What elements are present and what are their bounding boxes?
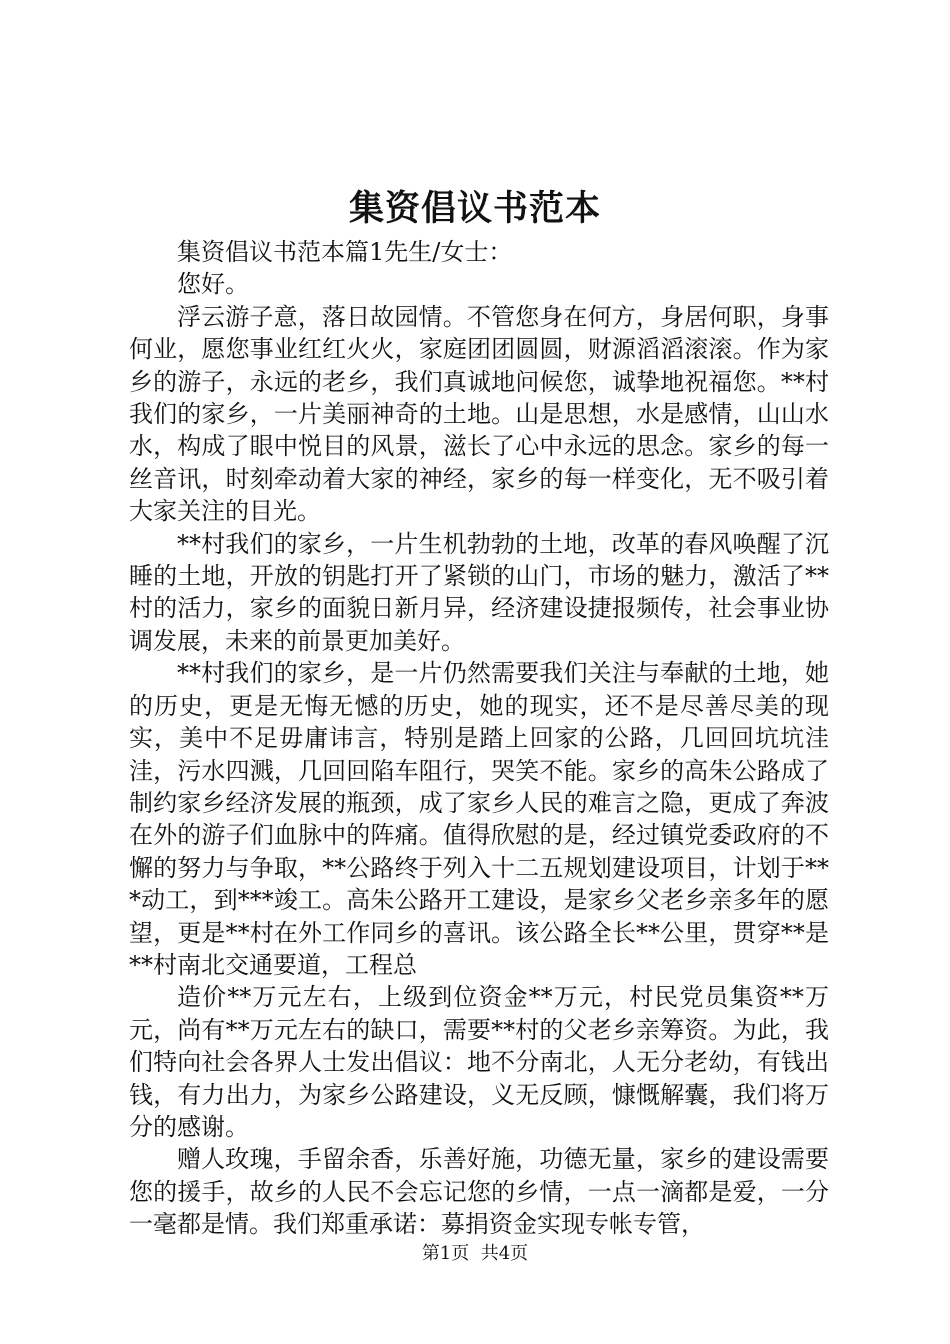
document-title: 集资倡议书范本 [348, 188, 601, 229]
paragraph-3: **村我们的家乡，是一片仍然需要我们关注与奉献的土地，她的历史，更是无悔无憾的历史，她的现实，还不是尽善尽美的现实，美中不足毋庸讳言，特别是踏上回家的公路，几回回坑坑洼洼，污水四溅，几回回陷车阻行，哭笑不能。家乡的高朱公路成了制约家乡经济发展的瓶颈，成了家乡人民的难言之隐，更成了奔波在外的游子们血脉中的阵痛。值得欣慰的是，经过镇党委政府的不懈的努力与争取，**公路终于列入十二五规划建设项目，计划于***动工，到***竣工。高朱公路开工建设，是家乡父老乡亲多年的愿望，更是**村在外工作同乡的喜讯。该公路全长**公里，贯穿**是**村南北交通要道，工程总 [129, 659, 829, 979]
paragraph-salutation: 集资倡议书范本篇1先生/女士： [177, 238, 513, 266]
paragraph-1: 浮云游子意，落日故园情。不管您身在何方，身居何职，身事何业，愿您事业红红火火，家庭团团圆圆，财源滔滔滚滚。作为家乡的游子，永远的老乡，我们真诚地问候您，诚挚地祝福您。**村我们的家乡，一片美丽神奇的土地。山是思想，水是感情，山山水水，构成了眼中悦目的风景，滋长了心中永远的思念。家乡的每一丝音讯，时刻牵动着大家的神经，家乡的每一样变化，无不吸引着大家关注的目光。 [129, 302, 829, 526]
page-footer [0, 1241, 950, 1267]
paragraph-4: 造价**万元左右，上级到位资金**万元，村民党员集资**万元，尚有**万元左右的缺口，需要**村的父老乡亲筹资。为此，我们特向社会各界人士发出倡议：地不分南北，人无分老幼，有钱出钱，有力出力，为家乡公路建设，义无反顾，慷慨解囊，我们将万分的感谢。 [129, 983, 829, 1141]
document-body [129, 236, 829, 1241]
paragraph-2: **村我们的家乡，一片生机勃勃的土地，改革的春风唤醒了沉睡的土地，开放的钥匙打开了紧锁的山门，市场的魅力，激活了**村的活力，家乡的面貌日新月异，经济建设捷报频传，社会事业协调发展，未来的前景更加美好。 [129, 529, 829, 655]
paragraph-5: 赠人玫瑰，手留余香，乐善好施，功德无量，家乡的建设需要您的援手，故乡的人民不会忘记您的乡情，一点一滴都是爱，一分一毫都是情。我们郑重承诺：募捐资金实现专帐专管， [129, 1145, 829, 1239]
page-number: 第1页 共4页 [421, 1243, 529, 1264]
paragraph-greeting: 您好。 [177, 270, 249, 299]
